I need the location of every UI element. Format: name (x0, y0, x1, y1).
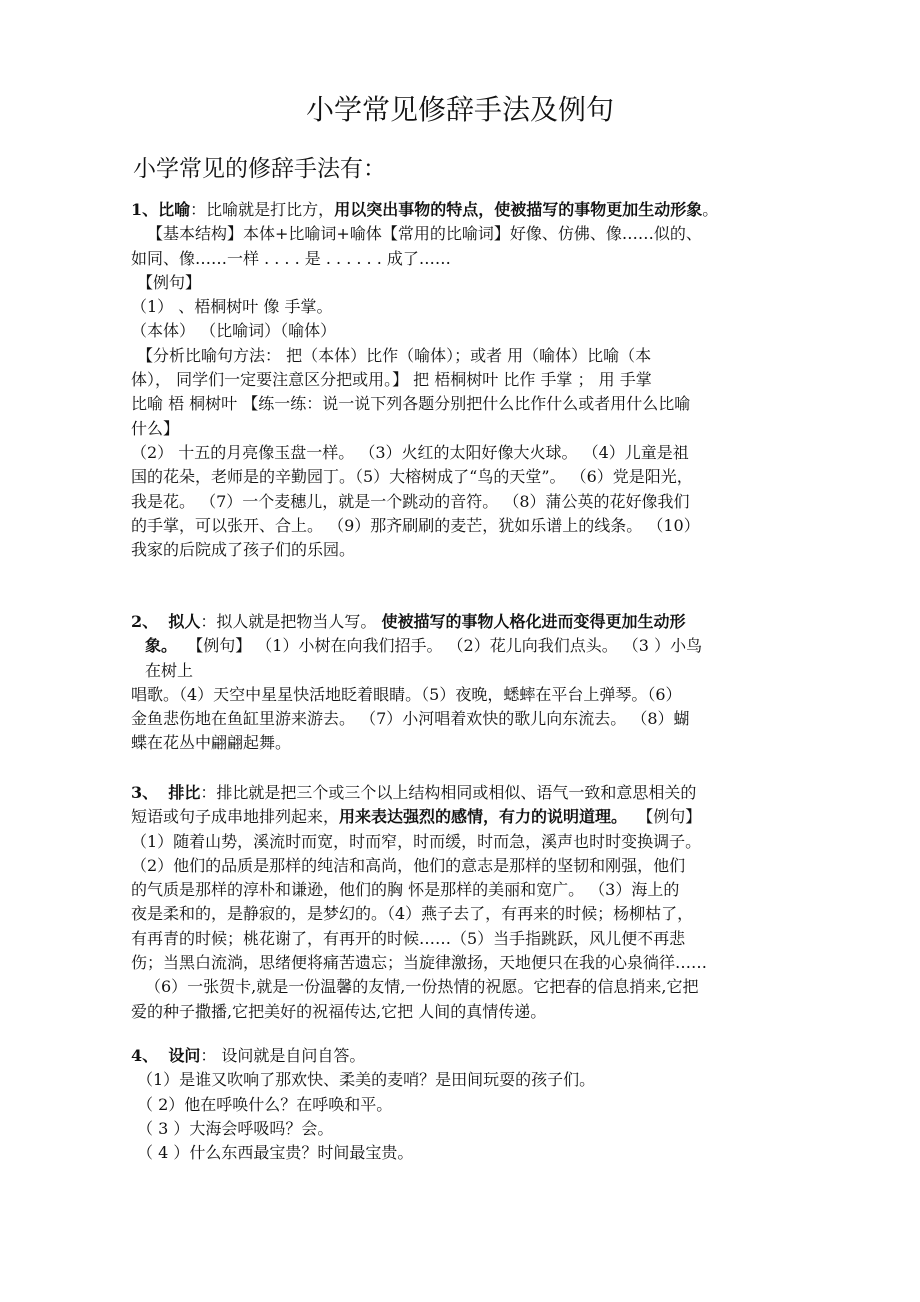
method-line: 【分析比喻句方法： 把（本体）比作（喻体）；或者 用（喻体）比喻（本 (137, 345, 652, 365)
example-line: （ 3 ）大海会呼吸吗？会。 (137, 1118, 334, 1138)
page-title: 小学常见修辞手法及例句 (305, 93, 614, 126)
example-line (131, 634, 791, 658)
example-line: （6）一张贺卡,就是一份温馨的友情,一份热情的祝愿。它把春的信息捎来,它把 (145, 977, 699, 997)
example-list-line: 我家的后院成了孩子们的乐园。 (131, 540, 356, 560)
definition: ： 设问就是自问自答。 (200, 1046, 366, 1065)
section-heading: 小学常见的修辞手法有： (133, 156, 386, 182)
section-number: 4、 (131, 1046, 159, 1065)
example-list-line: 国的花朵，老师是的辛勤园丁。（5）大榕树成了“鸟的天堂”。 （6）党是阳光， (131, 467, 693, 487)
section-number: 2、 (131, 612, 159, 631)
section-title-line (131, 610, 791, 634)
purpose-text-end: 象。 (145, 636, 178, 656)
section-personification (131, 610, 791, 756)
section-name: 拟人 (168, 612, 201, 631)
example-line: （ 4 ）什么东西最宝贵？时间最宝贵。 (137, 1143, 414, 1163)
examples: 【例句】 （1）小树在向我们招手。 （2）花儿向我们点头。 （3 ）小鸟 (187, 636, 703, 656)
example-line: 蝶在花丛中翩翩起舞。 (131, 733, 292, 753)
definition-line (131, 805, 791, 829)
section-name: 比喻 (158, 200, 191, 219)
example-list-line: （2） 十五的月亮像玉盘一样。 （3）火红的太阳好像大火球。 （4）儿童是祖 (131, 442, 689, 462)
method-line: 体）， 同学们一定要注意区分把或用。】 把 梧桐树叶 比作 手掌 ； 用 手掌 (131, 370, 652, 390)
section-rhetorical-question (131, 1044, 791, 1165)
method-line: 比喻 梧 桐树叶 【练一练：说一说下列各题分别把什么比作什么或者用什么比喻 (131, 394, 691, 414)
example-list-line: 我是花。 （7）一个麦穗儿，就是一个跳动的音符。 （8）蒲公英的花好像我们 (131, 491, 690, 511)
period: 。 (702, 200, 719, 219)
section-name: 排比 (168, 783, 201, 802)
section-title-line (131, 198, 791, 222)
section-title-line (131, 1044, 791, 1068)
definition: 比喻就是打比方， (206, 200, 335, 219)
definition: ：排比就是把三个或三个以上结构相同或相似、语气一致和意思相关的 (200, 783, 697, 802)
example-note: （本体） （比喻词）（喻体） (131, 321, 337, 341)
example-label: 【例句】 (637, 807, 702, 827)
example-line: 有再青的时候；桃花谢了，有再开的时候……（5）当手指跳跃，风儿便不再悲 (131, 928, 686, 948)
purpose-text: 用以突出事物的特点，使被描写的事物更加生动形象 (334, 200, 703, 219)
example-line: 夜是柔和的，是静寂的，是梦幻的。（4）燕子去了，有再来的时候；杨柳枯了， (131, 904, 694, 924)
purpose-text: 用来表达强烈的感情，有力的说明道理。 (339, 807, 628, 827)
example-line: 唱歌。（4）天空中星星快活地眨着眼睛。（5）夜晚，蟋蟀在平台上弹琴。（6） (131, 684, 682, 704)
section-metaphor (131, 198, 791, 562)
colon: ： (190, 200, 207, 219)
structure-line: 【基本结构】本体+比喻词+喻体【常用的比喻词】好像、仿佛、像……似的、 (147, 224, 702, 244)
example-line: （2）他们的品质是那样的纯洁和高尚，他们的意志是那样的坚韧和刚强，他们 (131, 855, 686, 875)
example-line: 伤；当黑白流淌，思绪便将痛苦遗忘；当旋律激扬，天地便只在我的心泉徜徉…… (131, 953, 708, 973)
example-label: 【例句】 (137, 272, 202, 292)
example-line: 金鱼悲伤地在鱼缸里游来游去。 （7）小河唱着欢快的歌儿向东流去。 （8）蝴 (131, 709, 690, 729)
example-line: （1） 、梧桐树叶 像 手掌。 (131, 297, 333, 317)
definition: ：拟人就是把物当人写。 (200, 612, 377, 631)
section-number: 3、 (131, 783, 159, 802)
purpose-text: 使被描写的事物人格化进而变得更加生动形 (381, 612, 686, 631)
example-line: （1）随着山势，溪流时而宽，时而窄，时而缓，时而急，溪声也时时变换调子。 (131, 831, 702, 851)
example-line: （ 2）他在呼唤什么？在呼唤和平。 (137, 1094, 393, 1114)
example-line: 在树上 (145, 660, 194, 680)
section-name: 设问 (168, 1046, 201, 1065)
section-parallelism (131, 781, 791, 1024)
section-number: 1、 (131, 200, 159, 219)
example-line: 爱的种子撒播,它把美好的祝福传达,它把 人间的真情传递。 (131, 1001, 547, 1021)
method-line: 什么】 (131, 418, 180, 438)
example-line: 的气质是那样的淳朴和谦逊，他们的胸 怀是那样的美丽和宽广。 （3）海上的 (131, 880, 680, 900)
example-list-line: 的手掌，可以张开、合上。 （9）那齐刷刷的麦芒，犹如乐谱上的线条。 （10） (131, 515, 700, 535)
example-line: （1）是谁又吹响了那欢快、柔美的麦哨？是田间玩耍的孩子们。 (137, 1070, 596, 1090)
definition-text: 短语或句子成串地排列起来， (131, 807, 340, 827)
section-title-line (131, 781, 791, 805)
structure-line: 如同、像……一样 . . . . 是 . . . . . . 成了…… (131, 248, 451, 268)
